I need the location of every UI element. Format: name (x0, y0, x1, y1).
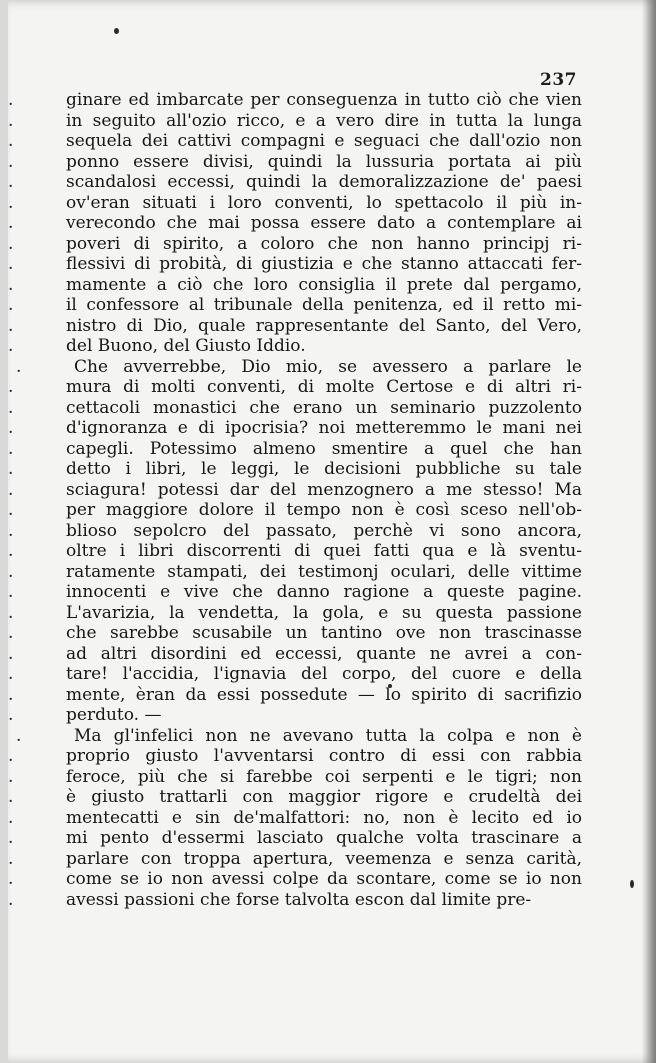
text-line (8, 848, 582, 870)
text-line (8, 295, 582, 316)
margin-mark: . (8, 295, 14, 315)
margin-mark: . (8, 787, 14, 807)
text-line (8, 254, 582, 275)
text-line (8, 500, 582, 521)
line-text: Ma gl'infelici non ne avevano tutta la colpa e non è (74, 725, 582, 746)
margin-mark: . (8, 254, 14, 274)
text-line (8, 623, 582, 644)
book-page (8, 0, 656, 1063)
margin-mark: . (8, 418, 14, 438)
line-text: il confessore al tribunale della penitenza, ed il retto mi- (66, 295, 582, 315)
line-text: come se io non avessi colpe da scontare, come se io non (66, 869, 582, 889)
margin-mark: . (16, 725, 22, 746)
body-text (8, 90, 582, 910)
margin-mark: . (8, 377, 14, 397)
line-text: innocenti e vive che danno ragione a queste pagine. (66, 582, 582, 602)
margin-mark: . (16, 356, 22, 377)
margin-mark: . (8, 315, 14, 336)
line-text: Che avverrebbe, Dio mio, se avessero a parlare le (74, 356, 582, 377)
margin-mark: . (8, 90, 14, 110)
margin-mark: . (8, 582, 14, 602)
line-text: ginare ed imbarcate per conseguenza in tutto ciò che vien (66, 90, 582, 110)
text-line (8, 274, 582, 296)
text-line (8, 172, 582, 193)
text-line (8, 705, 582, 726)
line-text: blioso sepolcro del passato, perchè vi sono ancora, (66, 520, 582, 541)
line-text: in seguito all'ozio ricco, e a vero dire in tutta la lunga (66, 110, 582, 131)
text-line (8, 643, 582, 665)
line-text: detto i libri, le leggi, le decisioni pubbliche su tale (66, 459, 582, 479)
text-line (8, 746, 582, 767)
margin-mark: . (8, 623, 14, 643)
margin-mark: . (8, 397, 14, 418)
line-text: scandalosi eccessi, quindi la demoralizzazione de' paesi (66, 172, 582, 192)
margin-mark: . (8, 828, 14, 848)
line-text: è giusto trattarli con maggior rigore e crudeltà dei (66, 787, 582, 807)
margin-mark: . (8, 643, 14, 664)
text-line (8, 192, 582, 214)
text-line (8, 561, 582, 583)
text-line (8, 151, 582, 173)
text-line (8, 213, 582, 234)
margin-mark: . (8, 561, 14, 582)
page-number: 237 (540, 70, 577, 90)
text-line (8, 459, 582, 480)
text-line (8, 828, 582, 849)
margin-mark: . (8, 664, 14, 684)
line-text: proprio giusto l'avventarsi contro di essi con rabbia (66, 746, 582, 766)
margin-mark: . (8, 151, 14, 172)
line-text: poveri di spirito, a coloro che non hanno principj ri- (66, 233, 582, 254)
text-line (8, 315, 582, 337)
text-line (8, 787, 582, 808)
text-line (8, 520, 582, 542)
margin-mark: . (8, 438, 14, 459)
margin-mark: . (8, 192, 14, 213)
margin-mark: . (8, 479, 14, 500)
margin-mark: . (8, 172, 14, 192)
margin-mark: . (8, 684, 14, 705)
line-text: mamente a ciò che loro consiglia il prete dal pergamo, (66, 274, 582, 295)
margin-mark: . (8, 233, 14, 254)
line-text: ratamente stampati, dei testimonj oculari, delle vittime (66, 561, 582, 582)
margin-mark: . (8, 869, 14, 889)
text-line (8, 336, 582, 357)
ink-speck (114, 28, 119, 34)
text-line (8, 479, 582, 501)
text-line (8, 602, 582, 624)
line-text: mura di molti conventi, di molte Certose e di altri ri- (66, 377, 582, 397)
margin-mark: . (8, 746, 14, 766)
line-text: mi pento d'essermi lasciato qualche volta trascinare a (66, 828, 582, 848)
text-line (8, 664, 582, 685)
margin-mark: . (8, 459, 14, 479)
ink-speck (630, 880, 634, 888)
text-line (8, 541, 582, 562)
text-line (8, 233, 582, 255)
margin-mark: . (8, 541, 14, 561)
line-text: del Buono, del Giusto Iddio. (66, 336, 306, 356)
margin-mark: . (8, 336, 14, 356)
margin-mark: . (8, 705, 14, 725)
text-line (16, 356, 582, 378)
page-gutter-shadow (642, 0, 656, 1063)
line-text: cettacoli monastici che erano un seminario puzzolento (66, 397, 582, 418)
margin-mark: . (8, 274, 14, 295)
margin-mark: . (8, 500, 14, 520)
text-line (8, 418, 582, 439)
text-line (8, 889, 582, 911)
text-line (8, 807, 582, 829)
line-text: che sarebbe scusabile un tantino ove non trascinasse (66, 623, 582, 643)
margin-mark: . (8, 213, 14, 233)
line-text: parlare con troppa apertura, veemenza e senza carità, (66, 848, 582, 869)
line-text: L'avarizia, la vendetta, la gola, e su questa passione (66, 602, 582, 623)
text-line (8, 684, 582, 706)
margin-mark: . (8, 602, 14, 623)
line-text: oltre i libri discorrenti di quei fatti qua e là sventu- (66, 541, 582, 561)
margin-mark: . (8, 807, 14, 828)
text-line (8, 90, 582, 111)
line-text: ov'eran situati i loro conventi, lo spettacolo il più in- (66, 192, 582, 213)
text-line (8, 397, 582, 419)
line-text: sequela dei cattivi compagni e seguaci che dall'ozio non (66, 131, 582, 151)
line-text: verecondo che mai possa essere dato a contemplare ai (66, 213, 582, 233)
line-text: avessi passioni che forse talvolta escon dal limite pre- (66, 889, 532, 910)
line-text: sciagura! potessi dar del menzognero a me stesso! Ma (66, 479, 582, 500)
line-text: mentecatti e sin de'malfattori: no, non è lecito ed io (66, 807, 582, 828)
margin-mark: . (8, 520, 14, 541)
line-text: ponno essere divisi, quindi la lussuria portata ai più (66, 151, 582, 172)
text-line (16, 725, 582, 747)
margin-mark: . (8, 889, 14, 910)
text-line (8, 377, 582, 398)
line-text: flessivi di probità, di giustizia e che stanno attaccati fer- (66, 254, 582, 274)
line-text: capegli. Potessimo almeno smentire a quel che han (66, 438, 582, 459)
line-text: nistro di Dio, quale rappresentante del Santo, del Vero, (66, 315, 582, 336)
line-text: d'ignoranza e di ipocrisia? noi metteremmo le mani nei (66, 418, 582, 438)
line-text: tare! l'accidia, l'ignavia del corpo, del cuore e della (66, 664, 582, 684)
line-text: feroce, più che si farebbe coi serpenti e le tigri; non (66, 766, 582, 787)
line-text: perduto. — (66, 705, 162, 725)
text-line (8, 766, 582, 788)
margin-mark: . (8, 110, 14, 131)
text-line (8, 582, 582, 603)
margin-mark: . (8, 766, 14, 787)
line-text: mente, èran da essi possedute — lo spirito di sacrifizio (66, 684, 582, 705)
line-text: per maggiore dolore il tempo non è così sceso nell'ob- (66, 500, 582, 520)
text-line (8, 110, 582, 132)
text-line (8, 869, 582, 890)
line-text: ad altri disordini ed eccessi, quante ne avrei a con- (66, 643, 582, 664)
margin-mark: . (8, 131, 14, 151)
text-line (8, 438, 582, 460)
text-line (8, 131, 582, 152)
margin-mark: . (8, 848, 14, 869)
